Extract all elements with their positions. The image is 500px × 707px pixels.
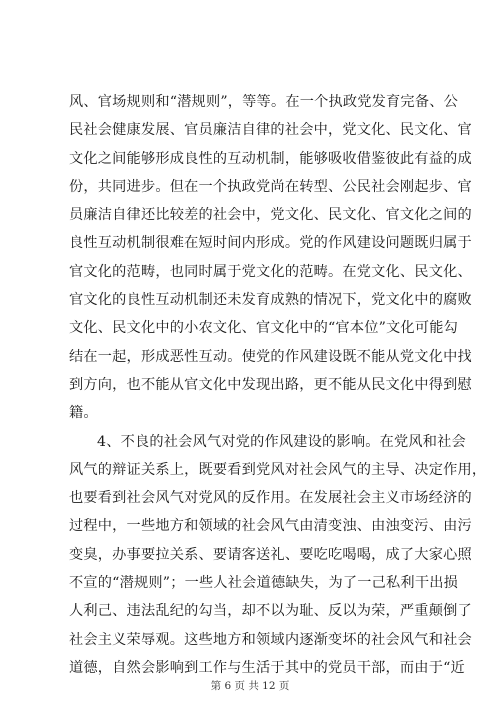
text-line: 人利己、违法乱纪的勾当，却不以为耻、反以为荣，严重颠倒了 [69, 603, 472, 620]
text-line: 民社会健康发展、官员廉洁自律的社会中，党文化、民文化、官 [69, 122, 472, 139]
text-line: 道德，自然会影响到工作与生活于其中的党员干部，而由于“近 [69, 659, 465, 676]
page-number-footer: 第 6 页 共 12 页 [210, 680, 290, 692]
text-line: 不宣的“潜规则”；一些人社会道德缺失，为了一己私利干出损 [69, 575, 458, 592]
text-line: 官文化的范畴，也同时属于党文化的范畴。在党文化、民文化、 [69, 263, 472, 280]
text-line: 文化之间能够形成良性的互动机制，能够吸收借鉴彼此有益的成 [69, 150, 472, 167]
text-line: 结在一起，形成恶性互动。使党的作风建设既不能从党文化中找 [69, 348, 472, 365]
text-line: 籍。 [69, 405, 98, 422]
text-line: 风、官场规则和“潜规则”，等等。在一个执政党发育完备、公 [69, 94, 458, 110]
text-line: 官文化的良性互动机制还未发育成熟的情况下，党文化中的腐败 [69, 292, 472, 309]
text-line: 到方向，也不能从官文化中发现出路，更不能从民文化中得到慰 [69, 376, 472, 393]
text-line: 文化、民文化中的小农文化、官文化中的“官本位”文化可能勾 [69, 320, 458, 337]
text-line: 员廉洁自律还比较差的社会中，党文化、民文化、官文化之间的 [69, 207, 472, 224]
text-line: 份，共同进步。但在一个执政党尚在转型、公民社会刚起步、官 [69, 178, 472, 195]
text-line: 也要看到社会风气对党风的反作用。在发展社会主义市场经济的 [69, 490, 472, 507]
text-line: 变臭，办事要拉关系、要请客送礼、要吃吃喝喝，成了大家心照 [69, 546, 472, 563]
text-line: 良性互动机制很难在短时间内形成。党的作风建设问题既归属于 [69, 235, 472, 252]
body-text [69, 88, 487, 682]
text-line: 过程中，一些地方和领域的社会风气由清变浊、由浊变污、由污 [69, 518, 472, 535]
text-line: 风气的辩证关系上，既要看到党风对社会风气的主导、决定作用， [69, 461, 487, 478]
text-line: 社会主义荣辱观。这些地方和领域内逐渐变坏的社会风气和社会 [69, 631, 472, 648]
text-line: 4、不良的社会风气对党的作风建设的影响。在党风和社会 [97, 433, 466, 450]
